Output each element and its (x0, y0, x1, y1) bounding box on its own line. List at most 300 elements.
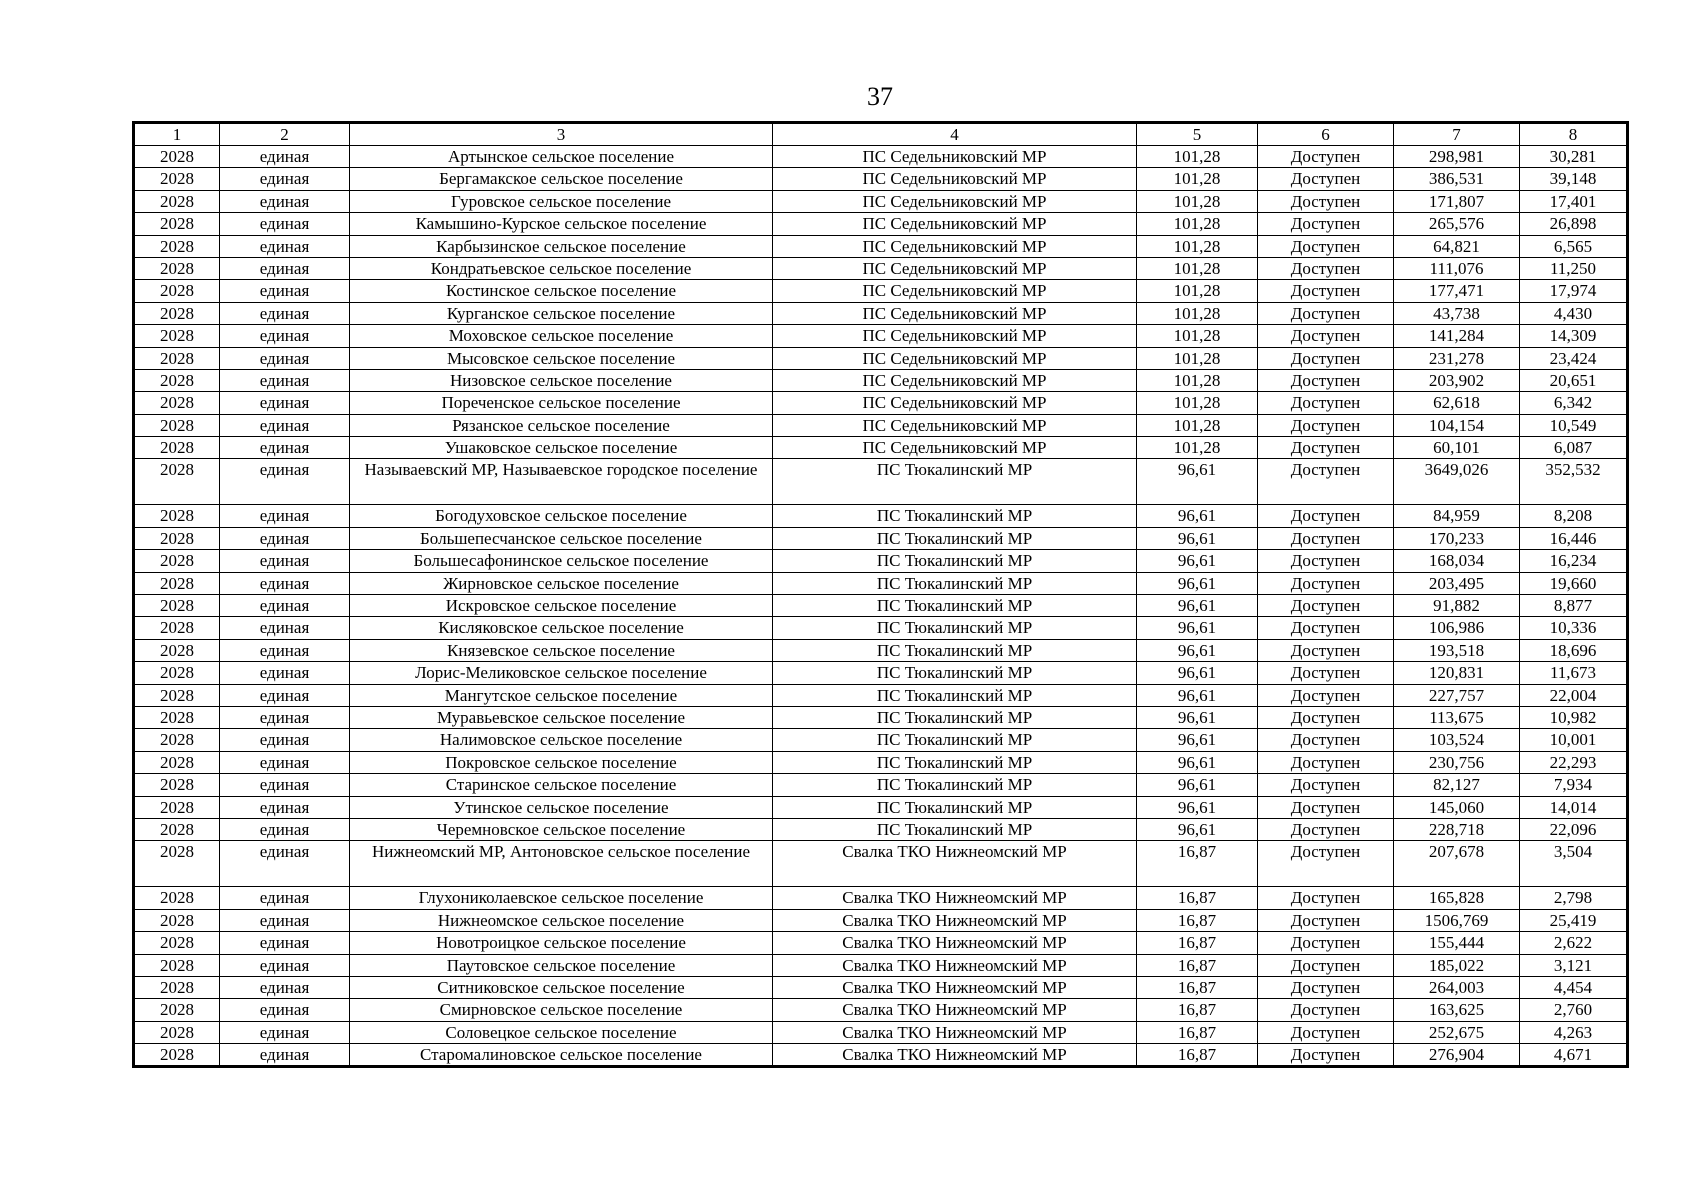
table-cell: 177,471 (1394, 280, 1520, 302)
table-row (134, 527, 1628, 549)
table-cell: 96,61 (1137, 729, 1258, 751)
table-row (134, 1044, 1628, 1067)
table-cell: 96,61 (1137, 706, 1258, 728)
table-cell: 4,263 (1520, 1021, 1628, 1043)
table-cell: 193,518 (1394, 639, 1520, 661)
table-cell: 2028 (134, 706, 220, 728)
table-cell: 2028 (134, 572, 220, 594)
table-cell: 6,087 (1520, 437, 1628, 459)
table-cell: 101,28 (1137, 280, 1258, 302)
table-cell: Доступен (1258, 280, 1394, 302)
table-cell: 155,444 (1394, 932, 1520, 954)
table-cell: единая (220, 796, 350, 818)
table-cell: ПС Седельниковский МР (773, 257, 1137, 279)
table-row (134, 841, 1628, 887)
table-cell: ПС Седельниковский МР (773, 168, 1137, 190)
table-cell: Новотроицкое сельское поселение (350, 932, 773, 954)
table-cell: ПС Седельниковский МР (773, 369, 1137, 391)
table-cell: 2028 (134, 729, 220, 751)
column-header: 5 (1137, 123, 1258, 146)
table-cell: 2028 (134, 168, 220, 190)
table-cell: Артынское сельское поселение (350, 146, 773, 168)
table-cell: Доступен (1258, 774, 1394, 796)
table-cell: единая (220, 595, 350, 617)
table-cell: единая (220, 662, 350, 684)
table-cell: ПС Тюкалинский МР (773, 706, 1137, 728)
table-row (134, 505, 1628, 527)
table-row (134, 572, 1628, 594)
table-row (134, 751, 1628, 773)
table-cell: Соловецкое сельское поселение (350, 1021, 773, 1043)
table-cell: Рязанское сельское поселение (350, 414, 773, 436)
table-cell: ПС Седельниковский МР (773, 213, 1137, 235)
table-cell: единая (220, 932, 350, 954)
table-cell: Мысовское сельское поселение (350, 347, 773, 369)
table-cell: Свалка ТКО Нижнеомский МР (773, 1021, 1137, 1043)
table-cell: Глухониколаевское сельское поселение (350, 887, 773, 909)
table-cell: Мангутское сельское поселение (350, 684, 773, 706)
table-cell: Доступен (1258, 347, 1394, 369)
table-cell: Доступен (1258, 999, 1394, 1021)
table-cell: 228,718 (1394, 818, 1520, 840)
table-cell: единая (220, 257, 350, 279)
table-cell: 298,981 (1394, 146, 1520, 168)
table-cell: Костинское сельское поселение (350, 280, 773, 302)
table-cell: единая (220, 818, 350, 840)
table-cell: 19,660 (1520, 572, 1628, 594)
table-cell: ПС Седельниковский МР (773, 146, 1137, 168)
table-cell: Доступен (1258, 1044, 1394, 1067)
table-cell: Свалка ТКО Нижнеомский МР (773, 887, 1137, 909)
table-row (134, 235, 1628, 257)
table-cell: 170,233 (1394, 527, 1520, 549)
table-cell: Доступен (1258, 572, 1394, 594)
table-cell: единая (220, 706, 350, 728)
table-cell: ПС Седельниковский МР (773, 302, 1137, 324)
table-cell: Старомалиновское сельское поселение (350, 1044, 773, 1067)
table-cell: ПС Тюкалинский МР (773, 796, 1137, 818)
table-cell: Свалка ТКО Нижнеомский МР (773, 976, 1137, 998)
table-row (134, 976, 1628, 998)
table-cell: 84,959 (1394, 505, 1520, 527)
table-row (134, 302, 1628, 324)
table-cell: единая (220, 550, 350, 572)
table-cell: 6,565 (1520, 235, 1628, 257)
table-row (134, 392, 1628, 414)
table-cell: единая (220, 999, 350, 1021)
table-cell: единая (220, 617, 350, 639)
table-cell: Утинское сельское поселение (350, 796, 773, 818)
table-cell: Старинское сельское поселение (350, 774, 773, 796)
table-cell: 2028 (134, 999, 220, 1021)
table-cell: 2028 (134, 347, 220, 369)
table-cell: Доступен (1258, 662, 1394, 684)
table-cell: Доступен (1258, 909, 1394, 931)
table-cell: Кисляковское сельское поселение (350, 617, 773, 639)
table-cell: ПС Тюкалинский МР (773, 774, 1137, 796)
table-cell: ПС Тюкалинский МР (773, 617, 1137, 639)
table-cell: 96,61 (1137, 662, 1258, 684)
table-cell: 2028 (134, 146, 220, 168)
table-cell: Паутовское сельское поселение (350, 954, 773, 976)
table-cell: 2028 (134, 369, 220, 391)
table-cell: Доступен (1258, 257, 1394, 279)
table-row (134, 437, 1628, 459)
table-cell: 39,148 (1520, 168, 1628, 190)
table-cell: Доступен (1258, 190, 1394, 212)
table-cell: Гуровское сельское поселение (350, 190, 773, 212)
table-cell: единая (220, 1044, 350, 1067)
table-cell: 43,738 (1394, 302, 1520, 324)
table-row (134, 168, 1628, 190)
table-cell: единая (220, 190, 350, 212)
table-cell: 2028 (134, 909, 220, 931)
table-cell: 16,87 (1137, 1044, 1258, 1067)
table-cell: 1506,769 (1394, 909, 1520, 931)
table-cell: ПС Седельниковский МР (773, 190, 1137, 212)
table-cell: Большесафонинское сельское поселение (350, 550, 773, 572)
table-cell: единая (220, 437, 350, 459)
table-row (134, 257, 1628, 279)
table-cell: 2028 (134, 684, 220, 706)
table-cell: Доступен (1258, 527, 1394, 549)
table-cell: Налимовское сельское поселение (350, 729, 773, 751)
table-cell: единая (220, 572, 350, 594)
table-cell: 2028 (134, 954, 220, 976)
column-header: 2 (220, 123, 350, 146)
table-cell: 2028 (134, 414, 220, 436)
table-cell: 104,154 (1394, 414, 1520, 436)
table-cell: 265,576 (1394, 213, 1520, 235)
table-cell: 168,034 (1394, 550, 1520, 572)
table-cell: Муравьевское сельское поселение (350, 706, 773, 728)
table-cell: 16,87 (1137, 909, 1258, 931)
table-cell: 2028 (134, 796, 220, 818)
table-cell: Смирновское сельское поселение (350, 999, 773, 1021)
table-cell: Доступен (1258, 706, 1394, 728)
table-cell: 101,28 (1137, 168, 1258, 190)
table-cell: 16,446 (1520, 527, 1628, 549)
table-cell: ПС Тюкалинский МР (773, 684, 1137, 706)
table-cell: единая (220, 909, 350, 931)
table-cell: 2028 (134, 505, 220, 527)
table-cell: Свалка ТКО Нижнеомский МР (773, 841, 1137, 887)
table-cell: Доступен (1258, 146, 1394, 168)
table-cell: ПС Тюкалинский МР (773, 595, 1137, 617)
table-cell: ПС Седельниковский МР (773, 437, 1137, 459)
table-cell: 96,61 (1137, 818, 1258, 840)
table-cell: Свалка ТКО Нижнеомский МР (773, 1044, 1137, 1067)
table-cell: 16,87 (1137, 887, 1258, 909)
table-cell: ПС Седельниковский МР (773, 235, 1137, 257)
table-cell: 22,004 (1520, 684, 1628, 706)
table-cell: 185,022 (1394, 954, 1520, 976)
table-cell: 103,524 (1394, 729, 1520, 751)
table-cell: ПС Тюкалинский МР (773, 550, 1137, 572)
table-cell: 252,675 (1394, 1021, 1520, 1043)
table-cell: 2028 (134, 887, 220, 909)
table-row (134, 706, 1628, 728)
table-cell: 2028 (134, 302, 220, 324)
table-cell: 120,831 (1394, 662, 1520, 684)
table-cell: 16,87 (1137, 932, 1258, 954)
table-cell: Называевский МР, Называевское городское поселение (350, 459, 773, 505)
table-cell: 163,625 (1394, 999, 1520, 1021)
table-cell: 11,250 (1520, 257, 1628, 279)
table-row (134, 999, 1628, 1021)
table-cell: Доступен (1258, 796, 1394, 818)
column-header: 8 (1520, 123, 1628, 146)
table-cell: Доступен (1258, 595, 1394, 617)
table-row (134, 369, 1628, 391)
column-header: 1 (134, 123, 220, 146)
table-cell: Доступен (1258, 954, 1394, 976)
table-cell: единая (220, 639, 350, 661)
table-cell: единая (220, 325, 350, 347)
table-cell: 101,28 (1137, 325, 1258, 347)
table-row (134, 213, 1628, 235)
page-number: 37 (867, 82, 893, 111)
table-row (134, 954, 1628, 976)
table-cell: единая (220, 369, 350, 391)
table-cell: 101,28 (1137, 347, 1258, 369)
table-cell: единая (220, 168, 350, 190)
table-cell: единая (220, 954, 350, 976)
table-cell: 96,61 (1137, 684, 1258, 706)
table-cell: 203,902 (1394, 369, 1520, 391)
table-cell: 207,678 (1394, 841, 1520, 887)
table-cell: 101,28 (1137, 213, 1258, 235)
table-row (134, 146, 1628, 168)
table-cell: ПС Тюкалинский МР (773, 639, 1137, 661)
table-cell: 2028 (134, 818, 220, 840)
header-row (134, 123, 1628, 146)
table-cell: Жирновское сельское поселение (350, 572, 773, 594)
table-row (134, 595, 1628, 617)
table-row (134, 280, 1628, 302)
table-row (134, 639, 1628, 661)
table-cell: единая (220, 774, 350, 796)
table-cell: единая (220, 347, 350, 369)
table-cell: 2,798 (1520, 887, 1628, 909)
table-row (134, 887, 1628, 909)
table-cell: Ушаковское сельское поселение (350, 437, 773, 459)
table-cell: 3,121 (1520, 954, 1628, 976)
table-cell: 2028 (134, 325, 220, 347)
table-cell: Доступен (1258, 887, 1394, 909)
table-cell: 101,28 (1137, 235, 1258, 257)
table-cell: 20,651 (1520, 369, 1628, 391)
column-header: 6 (1258, 123, 1394, 146)
table-cell: 6,342 (1520, 392, 1628, 414)
table-cell: ПС Седельниковский МР (773, 325, 1137, 347)
table-cell: 276,904 (1394, 1044, 1520, 1067)
table-cell: 165,828 (1394, 887, 1520, 909)
table-row (134, 818, 1628, 840)
table-cell: 2028 (134, 213, 220, 235)
table-cell: единая (220, 1021, 350, 1043)
table-cell: Свалка ТКО Нижнеомский МР (773, 932, 1137, 954)
table-cell: 141,284 (1394, 325, 1520, 347)
table-cell: 2028 (134, 617, 220, 639)
table-row (134, 932, 1628, 954)
table-cell: 91,882 (1394, 595, 1520, 617)
table-body (134, 146, 1628, 1067)
table-cell: единая (220, 414, 350, 436)
table-cell: Камышино-Курское сельское поселение (350, 213, 773, 235)
table-cell: 264,003 (1394, 976, 1520, 998)
table-cell: 96,61 (1137, 505, 1258, 527)
table-cell: единая (220, 729, 350, 751)
table-row (134, 617, 1628, 639)
table-row (134, 459, 1628, 505)
data-table (132, 121, 1629, 1068)
table-cell: Доступен (1258, 414, 1394, 436)
table-cell: Доступен (1258, 392, 1394, 414)
table-cell: 2,622 (1520, 932, 1628, 954)
table-cell: ПС Тюкалинский МР (773, 818, 1137, 840)
table-cell: Доступен (1258, 617, 1394, 639)
column-header: 3 (350, 123, 773, 146)
table-row (134, 325, 1628, 347)
table-cell: единая (220, 392, 350, 414)
table-cell: 96,61 (1137, 550, 1258, 572)
table-cell: 17,401 (1520, 190, 1628, 212)
table-cell: 106,986 (1394, 617, 1520, 639)
column-header: 4 (773, 123, 1137, 146)
table-cell: Доступен (1258, 213, 1394, 235)
table-cell: Большепесчанское сельское поселение (350, 527, 773, 549)
table-cell: Доступен (1258, 639, 1394, 661)
table-cell: Князевское сельское поселение (350, 639, 773, 661)
table-cell: единая (220, 213, 350, 235)
table-cell: ПС Тюкалинский МР (773, 729, 1137, 751)
table-cell: 111,076 (1394, 257, 1520, 279)
table-row (134, 414, 1628, 436)
table-cell: 2028 (134, 550, 220, 572)
table-cell: Доступен (1258, 932, 1394, 954)
table-cell: 203,495 (1394, 572, 1520, 594)
table-row (134, 662, 1628, 684)
table-cell: 101,28 (1137, 392, 1258, 414)
table-cell: 2028 (134, 932, 220, 954)
table-cell: 96,61 (1137, 639, 1258, 661)
table-cell: единая (220, 976, 350, 998)
table-cell: 7,934 (1520, 774, 1628, 796)
table-row (134, 909, 1628, 931)
table-cell: 2028 (134, 662, 220, 684)
table-cell: ПС Седельниковский МР (773, 280, 1137, 302)
table-cell: Искровское сельское поселение (350, 595, 773, 617)
table-cell: 2028 (134, 1021, 220, 1043)
table-cell: 101,28 (1137, 414, 1258, 436)
table-cell: Свалка ТКО Нижнеомский МР (773, 954, 1137, 976)
table-cell: 18,696 (1520, 639, 1628, 661)
table-cell: 96,61 (1137, 527, 1258, 549)
table-cell: Доступен (1258, 168, 1394, 190)
table-cell: Доступен (1258, 369, 1394, 391)
table-cell: 17,974 (1520, 280, 1628, 302)
table-cell: единая (220, 751, 350, 773)
table-cell: 2028 (134, 190, 220, 212)
table-cell: 96,61 (1137, 774, 1258, 796)
table-cell: 113,675 (1394, 706, 1520, 728)
table-cell: 4,454 (1520, 976, 1628, 998)
table-cell: Доступен (1258, 459, 1394, 505)
table-cell: 4,430 (1520, 302, 1628, 324)
table-cell: единая (220, 527, 350, 549)
table-cell: ПС Тюкалинский МР (773, 505, 1137, 527)
table-cell: Нижнеомский МР, Антоновское сельское поселение (350, 841, 773, 887)
table-cell: 8,877 (1520, 595, 1628, 617)
table-cell: единая (220, 146, 350, 168)
table-cell: 60,101 (1394, 437, 1520, 459)
table-row (134, 684, 1628, 706)
table-cell: Доступен (1258, 437, 1394, 459)
table-cell: 101,28 (1137, 257, 1258, 279)
table-cell: ПС Тюкалинский МР (773, 459, 1137, 505)
table-cell: Доступен (1258, 818, 1394, 840)
table-cell: Доступен (1258, 729, 1394, 751)
table-cell: ПС Тюкалинский МР (773, 751, 1137, 773)
table-cell: 101,28 (1137, 190, 1258, 212)
table-cell: 16,87 (1137, 841, 1258, 887)
table-cell: 62,618 (1394, 392, 1520, 414)
table-row (134, 796, 1628, 818)
table-row (134, 774, 1628, 796)
table-cell: Кондратьевское сельское поселение (350, 257, 773, 279)
table-cell: 2028 (134, 976, 220, 998)
table-cell: 227,757 (1394, 684, 1520, 706)
table-cell: единая (220, 302, 350, 324)
table-cell: 16,87 (1137, 954, 1258, 976)
table-cell: 82,127 (1394, 774, 1520, 796)
table-cell: 101,28 (1137, 369, 1258, 391)
table-cell: 16,87 (1137, 976, 1258, 998)
table-cell: 171,807 (1394, 190, 1520, 212)
table-cell: Доступен (1258, 505, 1394, 527)
table-cell: 101,28 (1137, 437, 1258, 459)
table-cell: 2028 (134, 257, 220, 279)
table-cell: 16,234 (1520, 550, 1628, 572)
table-cell: 64,821 (1394, 235, 1520, 257)
table-cell: 14,309 (1520, 325, 1628, 347)
table-cell: 10,336 (1520, 617, 1628, 639)
table-cell: 23,424 (1520, 347, 1628, 369)
table-cell: 96,61 (1137, 459, 1258, 505)
table-cell: ПС Седельниковский МР (773, 414, 1137, 436)
table-cell: 3,504 (1520, 841, 1628, 887)
table-cell: Свалка ТКО Нижнеомский МР (773, 999, 1137, 1021)
table-cell: ПС Тюкалинский МР (773, 662, 1137, 684)
table-cell: 26,898 (1520, 213, 1628, 235)
table-cell: 2028 (134, 1044, 220, 1067)
table-cell: Ситниковское сельское поселение (350, 976, 773, 998)
table-cell: Бергамакское сельское поселение (350, 168, 773, 190)
table-cell: 22,293 (1520, 751, 1628, 773)
table-cell: ПС Тюкалинский МР (773, 527, 1137, 549)
table-cell: 96,61 (1137, 796, 1258, 818)
table-cell: единая (220, 684, 350, 706)
table-cell: 145,060 (1394, 796, 1520, 818)
table-cell: Карбызинское сельское поселение (350, 235, 773, 257)
table-cell: Богодуховское сельское поселение (350, 505, 773, 527)
table-cell: 96,61 (1137, 595, 1258, 617)
table-cell: Черемновское сельское поселение (350, 818, 773, 840)
table-cell: 2028 (134, 751, 220, 773)
column-header: 7 (1394, 123, 1520, 146)
table-cell: ПС Тюкалинский МР (773, 572, 1137, 594)
